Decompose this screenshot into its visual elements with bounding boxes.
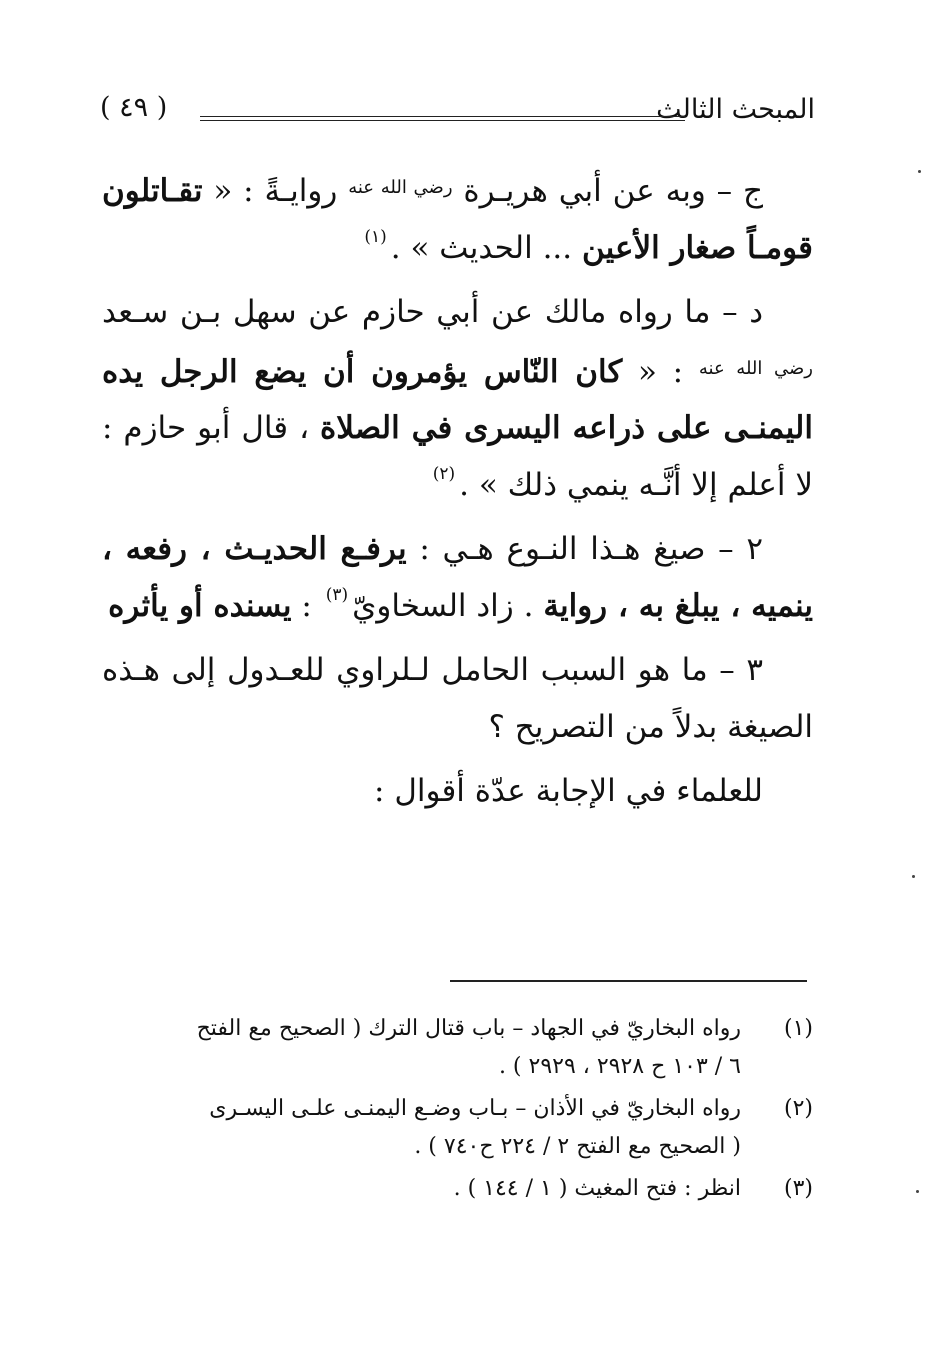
scan-speck <box>918 170 921 173</box>
paragraph-three: ٣ – ما هو السبب الحامل لـلراوي للعـدول إلى هـذه الصيغة بدلاً من التصريح ؟ <box>102 652 813 745</box>
paragraph-two <box>102 521 813 634</box>
formula-list-extra: يسنده أو يأثره <box>108 587 292 624</box>
footnote-line: رواه البخاريّ في الأذان – بـاب وضـع اليمنـى علـى اليسـرى <box>209 1096 741 1121</box>
page-number: ( ٤٩ ) <box>100 92 168 123</box>
text-span: . زاد السخاويّ <box>352 587 544 624</box>
text-span: ، قال أبو حازم : لا أعلم إلا أنَّـه ينمي ذلك » . <box>102 410 813 503</box>
footnote-ref-1: (١) <box>364 226 387 247</box>
footnote-line: ٦ / ١٠٣ ح ٢٩٢٨ ، ٢٩٢٩ ) . <box>498 1054 741 1079</box>
footnote-1 <box>102 1010 813 1086</box>
scan-speck <box>916 1190 919 1193</box>
paragraph-answer: للعلماء في الإجابة عدّة أقوال : <box>374 773 763 809</box>
honorific: رضي الله عنه <box>348 177 453 198</box>
text-span: د – ما رواه مالك عن أبي حازم عن سهل بـن سـعد <box>102 294 763 330</box>
text-span: ج – وبه عن أبي هريـرة <box>452 173 763 209</box>
footnote-number: (١) <box>783 1016 813 1041</box>
formula-list: يرفـع الحديـث ، رفعه ، ينميه ، يبلغ به ، رواية <box>102 531 813 624</box>
paragraph-dal <box>102 284 813 513</box>
footnote-2 <box>102 1090 813 1166</box>
paragraph-jim <box>102 160 813 276</box>
footnote-ref-3: (٣) <box>325 584 349 605</box>
footnote-ref-2: (٢) <box>432 463 456 484</box>
chapter-title: المبحث الثالث <box>656 94 815 125</box>
footnote-line: انظر : فتح المغيث ( ١ / ١٤٤ ) . <box>453 1176 741 1201</box>
hadith-quote: تقـاتلون قومـاً صغار الأعين <box>102 173 813 266</box>
honorific: رضي الله عنه <box>698 357 813 379</box>
footnote-separator <box>450 980 807 982</box>
footnote-number: (٣) <box>783 1176 813 1201</box>
text-span: : <box>291 587 322 624</box>
header-rule <box>200 116 685 121</box>
footnote-3 <box>102 1170 813 1208</box>
main-text <box>102 160 813 820</box>
text-span: روايـةً : « <box>202 173 349 209</box>
page-header <box>100 92 815 132</box>
hadith-quote: كان النّاس يؤمرون أن يضع الرجل يده اليمنـى على ذراعه اليسرى في الصلاة <box>102 353 813 446</box>
scan-speck <box>912 875 915 878</box>
text-span: ... الحديث » . <box>390 229 582 266</box>
footnotes <box>102 1010 813 1212</box>
text-span: : « <box>622 353 699 390</box>
footnote-line: ( الصحيح مع الفتح ٢ / ٢٢٤ ح٧٤٠ ) . <box>414 1134 741 1159</box>
text-span: ٢ – صيغ هـذا النـوع هـي : <box>406 531 764 567</box>
footnote-line: رواه البخاريّ في الجهاد – باب قتال الترك ( الصحيح مع الفتح <box>196 1016 741 1041</box>
footnote-number: (٢) <box>783 1096 813 1121</box>
